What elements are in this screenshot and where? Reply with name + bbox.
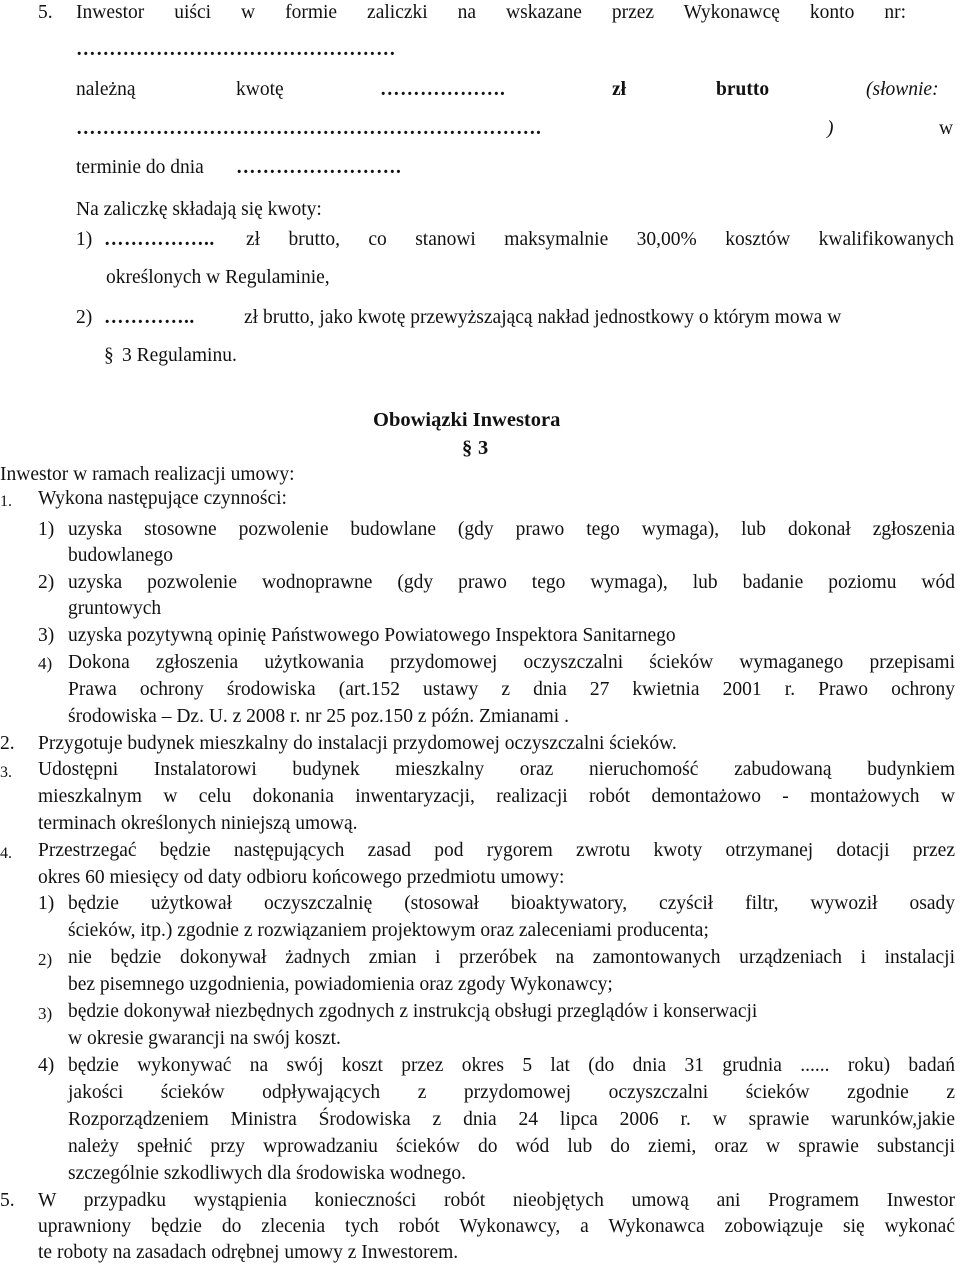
sec5-l5-text: terminie do dnia bbox=[76, 157, 204, 178]
p4-3-line2: w okresie gwarancji na swój koszt. bbox=[68, 1028, 341, 1049]
intro-line: Inwestor w ramach realizacji umowy: bbox=[0, 464, 295, 485]
p4-1-number: 1) bbox=[38, 893, 55, 914]
p4-1-line2: ścieków, itp.) zgodnie z rozwiązaniem projektowym oraz zaleceniami producenta; bbox=[68, 920, 709, 941]
sec5-words-dots: ……………………………………………………………. bbox=[76, 118, 542, 139]
sec5-i2-text: zł brutto, jako kwotę przewyższającą nakład jednostkowy o którym mowa w bbox=[244, 307, 842, 328]
p3-number: 3. bbox=[0, 764, 12, 781]
section-paragraph-number: 3 bbox=[478, 437, 489, 459]
p3-line1: Udostępni Instalatorowi budynek mieszkalny oraz nieruchomość zabudowaną budynkiem bbox=[38, 759, 955, 780]
p3-line3: terminach określonych niniejszą umową. bbox=[38, 813, 358, 834]
sec5-i2-dots: ………….. bbox=[104, 307, 195, 328]
p2-number: 2. bbox=[0, 733, 15, 754]
sec5-i1-cont: określonych w Regulaminie, bbox=[106, 267, 330, 288]
p1-4-line3: środowiska – Dz. U. z 2008 r. nr 25 poz.150 z późn. Zmianami . bbox=[68, 706, 569, 727]
sec5-l3-a: należną bbox=[76, 79, 136, 100]
sec5-l4-paren: ) bbox=[827, 118, 834, 139]
sec5-i1-number: 1) bbox=[76, 229, 93, 250]
section-heading: Obowiązki Inwestora bbox=[373, 409, 561, 431]
p4-2-line2: bez pisemnego uzgodnienia, powiadomienia oraz zgody Wykonawcy; bbox=[68, 974, 613, 995]
sec5-number: 5. bbox=[38, 2, 53, 23]
p1-3-number: 3) bbox=[38, 625, 55, 646]
sec5-l6: Na zaliczkę składają się kwoty: bbox=[76, 199, 322, 220]
p1-3-line1: uzyska pozytywną opinię Państwowego Powiatowego Inspektora Sanitarnego bbox=[68, 625, 676, 646]
sec5-l4-w: w bbox=[939, 118, 954, 139]
p4-3-number: 3) bbox=[38, 1004, 53, 1023]
sec5-l3-brutto: brutto bbox=[716, 79, 770, 100]
p5-line2: uprawniony będzie do zlecenia tych robót Wykonawcy, a Wykonawca zobowiązuje się wykonać bbox=[38, 1216, 955, 1237]
p1-4-line1: Dokona zgłoszenia użytkowania przydomowej oczyszczalni ścieków wymaganego przepisami bbox=[68, 652, 955, 673]
p4-2-number: 2) bbox=[38, 950, 53, 969]
p4-4-line1: będzie wykonywać na swój koszt przez okres 5 lat (do dnia 31 grudnia ...... roku) badań bbox=[68, 1055, 955, 1076]
p5-line3: te roboty na zasadach odrębnej umowy z Inwestorem. bbox=[38, 1242, 459, 1263]
p1-1-line1: uzyska stosowne pozwolenie budowlane (gdy prawo tego wymaga), lub dokonał zgłoszenia bbox=[68, 519, 955, 540]
p5-line1: W przypadku wystąpienia konieczności robót nieobjętych umową ani Programem Inwestor bbox=[38, 1190, 955, 1211]
p1-2-line2: gruntowych bbox=[68, 598, 162, 619]
sec5-date-dots: ……………………. bbox=[236, 157, 402, 178]
sec5-amount-dots: ………………. bbox=[380, 79, 506, 100]
p2-text: Przygotuje budynek mieszkalny do instalacji przydomowej oczyszczalni ścieków. bbox=[38, 733, 677, 754]
p4-2-line1: nie będzie dokonywał żadnych zmian i przeróbek na zamontowanych urządzeniach i instalacji bbox=[68, 947, 955, 968]
section-sign-icon: § bbox=[462, 437, 473, 459]
p4-4-line3: Rozporządzeniem Ministra Środowiska z dnia 24 lipca 2006 r. w sprawie warunków,jakie bbox=[68, 1109, 955, 1130]
p1-2-line1: uzyska pozwolenie wodnoprawne (gdy prawo tego wymaga), lub badanie poziomu wód bbox=[68, 572, 955, 593]
sec5-l3-zl: zł bbox=[612, 79, 627, 100]
p1-2-number: 2) bbox=[38, 572, 55, 593]
p5-number: 5. bbox=[0, 1190, 15, 1211]
p4-4-line4: należy spełnić przy wprowadzaniu ścieków do wód lub do ziemi, oraz w sprawie substancji bbox=[68, 1136, 955, 1157]
sec5-i2-section-sign-icon: § bbox=[104, 345, 114, 366]
p4-line2: okres 60 miesięcy od daty odbioru końcowego przedmiotu umowy: bbox=[38, 867, 565, 888]
p4-line1: Przestrzegać będzie następujących zasad pod rygorem zwrotu kwoty otrzymanej dotacji przez bbox=[38, 840, 955, 861]
p1-1-line2: budowlanego bbox=[68, 545, 174, 566]
sec5-l3-b: kwotę bbox=[236, 79, 284, 100]
sec5-i2-number: 2) bbox=[76, 307, 93, 328]
p1-1-number: 1) bbox=[38, 519, 55, 540]
sec5-account-dots: ………………………………………… bbox=[76, 39, 396, 60]
sec5-l3-slownie: (słownie: bbox=[866, 79, 939, 100]
p1-4-line2: Prawa ochrony środowiska (art.152 ustawy z dnia 27 kwietnia 2001 r. Prawo ochrony bbox=[68, 679, 955, 700]
p1-4-number: 4) bbox=[38, 654, 53, 673]
p1-text: Wykona następujące czynności: bbox=[38, 488, 287, 509]
p3-line2: mieszkalnym w celu dokonania inwentaryzacji, realizacji robót demontażowo - montażowych w bbox=[38, 786, 955, 807]
p4-4-line2: jakości ścieków odpływających z przydomowej oczyszczalni ścieków zgodnie z bbox=[68, 1082, 955, 1103]
sec5-i1-dots: …………….. bbox=[104, 229, 215, 250]
p4-4-line5: szczególnie szkodliwych dla środowiska wodnego. bbox=[68, 1163, 467, 1184]
p4-number: 4. bbox=[0, 845, 12, 862]
p4-3-line1: będzie dokonywał niezbędnych zgodnych z instrukcją obsługi przeglądów i konserwacji bbox=[68, 1001, 758, 1022]
p4-4-number: 4) bbox=[38, 1055, 55, 1076]
sec5-i2-cont: 3 Regulaminu. bbox=[122, 345, 237, 366]
sec5-i1-text: zł brutto, co stanowi maksymalnie 30,00% kosztów kwalifikowanych bbox=[246, 229, 954, 250]
sec5-line-1: Inwestor uiści w formie zaliczki na wskazane przez Wykonawcę konto nr: bbox=[76, 2, 906, 23]
p4-1-line1: będzie użytkował oczyszczalnię (stosował bioaktywatory, czyścił filtr, wywoził osady bbox=[68, 893, 955, 914]
p1-number: 1. bbox=[0, 493, 12, 510]
